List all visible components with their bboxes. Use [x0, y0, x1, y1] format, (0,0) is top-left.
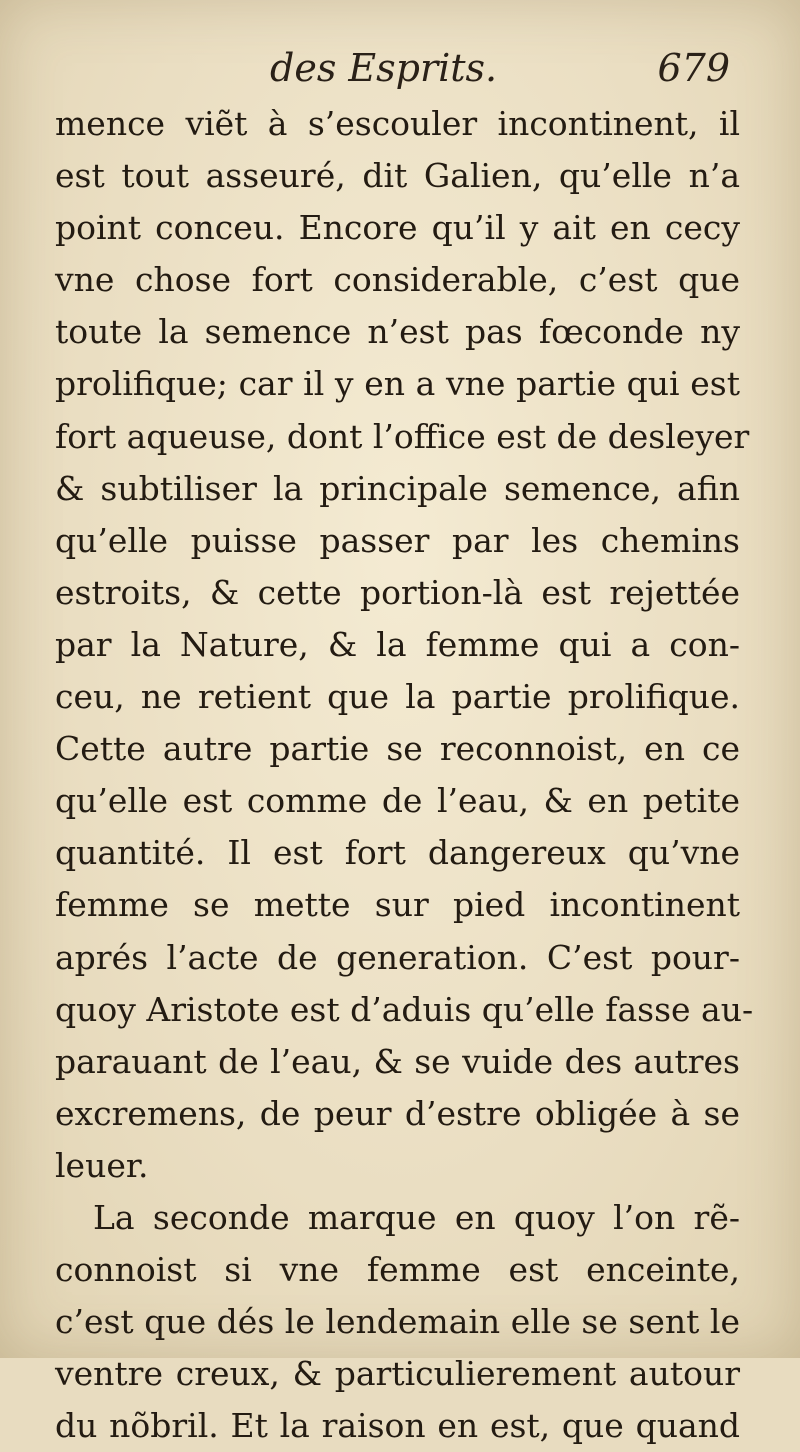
text-line: & subtiliser la principale semence, afin [55, 468, 740, 508]
text-line: vne chose fort considerable, c’est que [55, 260, 740, 300]
text-line: du nõbril. Et la raison en est, que quand [55, 1406, 740, 1446]
text-line: Cette autre partie se reconnoist, en ce [55, 729, 740, 769]
text-line: est tout asseuré, dit Galien, qu’elle n’a [55, 156, 740, 196]
text-line: ceu, ne retient que la partie prolifique. [55, 677, 740, 717]
text-line: aprés l’acte de generation. C’est pour- [55, 937, 740, 977]
text-line: toute la semence n’est pas fœconde ny [55, 312, 740, 352]
text-line: point conceu. Encore qu’il y ait en cecy [55, 208, 740, 248]
body-text [55, 98, 754, 1452]
text-line: estroits, & cette portion-là est rejettée [55, 572, 740, 612]
paragraph-first-line: La seconde marque en quoy l’on rẽ- [93, 1197, 740, 1237]
text-line: fort aqueuse, dont l’office est de desleyer [55, 416, 750, 456]
text-line: ventre creux, & particulierement autour [55, 1354, 740, 1394]
text-line: qu’elle puisse passer par les chemins [55, 520, 740, 560]
text-line: parauant de l’eau, & se vuide des autres [55, 1041, 740, 1081]
text-line: femme se mette sur pied incontinent [55, 885, 740, 925]
text-line: quantité. Il est fort dangereux qu’vne [55, 833, 740, 873]
text-line: c’est que dés le lendemain elle se sent le [55, 1302, 740, 1342]
text-line: connoist si vne femme est enceinte, [55, 1250, 740, 1290]
text-line: mence viẽt à s’escouler incontinent, il [55, 104, 740, 143]
text-line: excremens, de peur d’estre obligée à se [55, 1093, 740, 1133]
text-line: leuer. [55, 1145, 149, 1185]
page-number: 679 [657, 46, 730, 90]
text-line: par la Nature, & la femme qui a con- [55, 624, 740, 664]
page-header [55, 40, 730, 100]
text-line: qu’elle est comme de l’eau, & en petite [55, 781, 740, 821]
text-line: quoy Aristote est d’aduis qu’elle fasse au- [55, 989, 754, 1029]
running-head: des Esprits. [270, 46, 498, 90]
text-line: prolifique; car il y en a vne partie qui est [55, 364, 740, 404]
